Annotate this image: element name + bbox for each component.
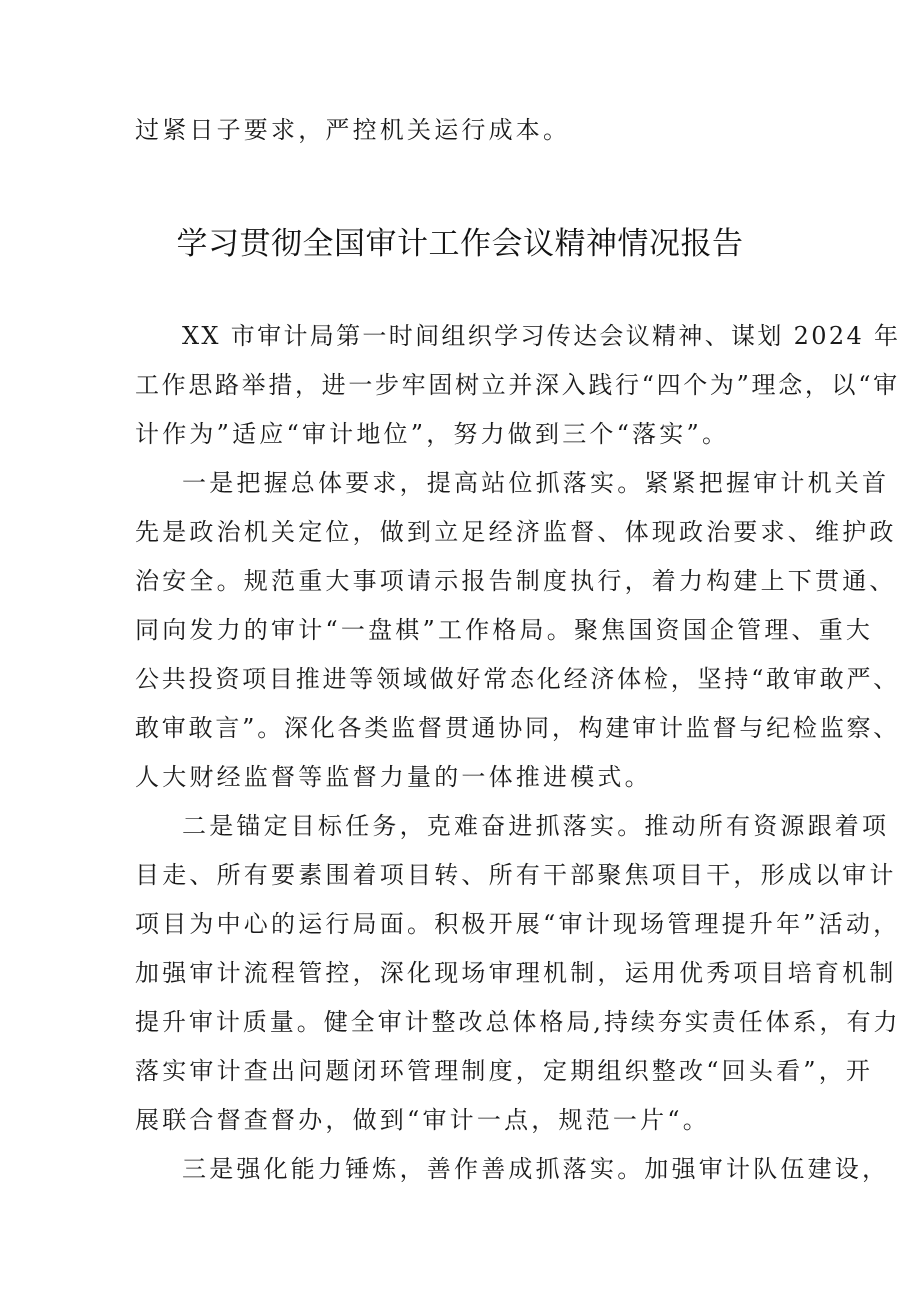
paragraph-line: 治安全。规范重大事项请示报告制度执行，着力构建上下贯通、 (135, 567, 897, 595)
paragraph-line: 人大财经监督等监督力量的一体推进模式。 (135, 763, 652, 791)
paragraph-line: 计作为”适应“审计地位”，努力做到三个“落实”。 (135, 420, 730, 448)
paragraph-line: 三是强化能力锤炼，善作善成抓落实。加强审计队伍建设， (182, 1155, 890, 1183)
paragraph-line: 落实审计查出问题闭环管理制度，定期组织整改“回头看”，开 (135, 1057, 874, 1085)
paragraph-line: 提升审计质量。健全审计整改总体格局,持续夯实责任体系，有力 (135, 1008, 901, 1036)
paragraph-line: 同向发力的审计“一盘棋”工作格局。聚焦国资国企管理、重大 (135, 616, 874, 644)
document-title: 学习贯彻全国审计工作会议精神情况报告 (176, 226, 744, 262)
carryover-line: 过紧日子要求，严控机关运行成本。 (135, 116, 571, 144)
paragraph-line: 展联合督查督办，做到“审计一点，规范一片“。 (135, 1106, 710, 1134)
paragraph-line: 一是把握总体要求，提高站位抓落实。紧紧把握审计机关首 (182, 469, 890, 497)
paragraph-line: 先是政治机关定位，做到立足经济监督、体现政治要求、维护政 (135, 518, 897, 546)
paragraph-line: 敢审敢言”。深化各类监督贯通协同，构建审计监督与纪检监察、 (135, 714, 901, 742)
paragraph-line: 二是锚定目标任务，克难奋进抓落实。推动所有资源跟着项 (182, 812, 890, 840)
paragraph-line: 目走、所有要素围着项目转、所有干部聚焦项目干，形成以审计 (135, 861, 897, 889)
paragraph-line: 加强审计流程管控，深化现场审理机制，运用优秀项目培育机制 (135, 959, 897, 987)
paragraph-line: XX 市审计局第一时间组织学习传达会议精神、谋划 2024 年 (182, 322, 901, 350)
paragraph-line: 工作思路举措，进一步牢固树立并深入践行“四个为”理念，以“审 (135, 371, 900, 399)
paragraph-line: 项目为中心的运行局面。积极开展“审计现场管理提升年”活动， (135, 910, 901, 938)
paragraph-line: 公共投资项目推进等领域做好常态化经济体检，坚持“敢审敢严、 (135, 665, 901, 693)
